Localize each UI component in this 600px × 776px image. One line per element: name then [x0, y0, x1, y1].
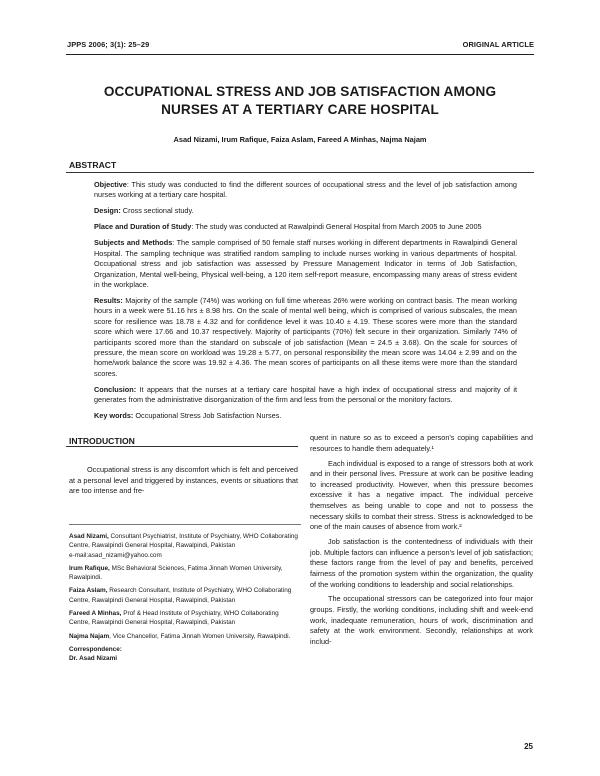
intro-paragraph-2: Each individual is exposed to a range of stressors both at work and in their personal lives. Pressure at work can be positive leading to increased productivity. However, when this pressure becomes excessive it has a negative impact. The individual perceive themselves as being unable to cope and not to possess the necessary skills to combat their stress. Stress is acknowledged to be one of the main causes of absence from work.² [310, 458, 533, 532]
abstract-conclusion [94, 385, 517, 406]
page-number: 25 [524, 742, 533, 751]
introduction-heading: INTRODUCTION [69, 436, 135, 446]
intro-paragraph-4: The occupational stressors can be categorized into four major groups. Firstly, the working conditions, including shift and week-end work, inadequate remuneration, hours of work, discrimination and safety at the work environment. Secondly, relationships at work includ- [310, 594, 533, 646]
abstract-results [94, 296, 517, 379]
article-title [66, 83, 534, 119]
affiliation-name: Fareed A Minhas, [69, 610, 122, 618]
abstract-body [94, 180, 517, 427]
affiliation-name: Faiza Aslam, [69, 587, 108, 595]
keywords-label: Key words: [94, 411, 134, 421]
intro-paragraph-continued: quent in nature so as to exceed a person's coping capabilities and resources to handle them adequately.¹ [310, 433, 533, 453]
correspondence [69, 645, 301, 664]
affiliation-item [69, 532, 301, 560]
intro-right-column [310, 433, 533, 652]
abstract-objective [94, 180, 517, 201]
abstract-heading: ABSTRACT [69, 160, 117, 170]
affiliation-name: Asad Nizami, [69, 533, 109, 540]
title-line-2: NURSES AT A TERTIARY CARE HOSPITAL [161, 102, 439, 117]
place-text: : The study was conducted at Rawalpindi General Hospital from March 2005 to June 2005 [191, 222, 482, 232]
affiliation-item [69, 609, 301, 628]
author-email: e-mail:asad_nizami@yahoo.com [69, 551, 162, 559]
intro-paragraph-1: Occupational stress is any discomfort which is felt and perceived at a personal level and triggered by instances, events or situations that are too intense and fre- [69, 465, 298, 496]
results-text: Majority of the sample (74%) was working on full time whereas 26% were working on contract basis. The mean working hours in a week were 51.16 hrs ± 8.98 hrs. On the scale of mental well being, which is comprised of various subscales, the mean score for resilience was 18.78 ± 4.32 and for confidence level it was 10.40 ± 4.19. These scores were more than the standard score which were 17.66 and 10.37 respectively. Majority of participants (70%) felt secure in their organization. Similarly 74% of participants scored more than the standard on subscale of job satisfaction (Mean = 24.5 ± 3.68). On the scale for sources of pressure, the mean score on workload was 19.28 ± 5.77, on personal responsibility the mean score was 14.04 ± 2.99 and on the home/work balance the score was 19.92 ± 4.36. The mean scores of participants on all these items were more than the standard scores. [94, 296, 517, 378]
correspondence-label: Correspondence: [69, 645, 122, 653]
objective-text: : This study was conducted to find the different sources of occupational stress and the level of job satisfaction among nurses working at a tertiary care hospital. [94, 180, 517, 200]
intro-paragraph-3: Job satisfaction is the contentedness of individuals with their job. Multiple factors can influence a person's level of job satisfaction; these factors range from the level of pay and benefits, perceived fairness of the promotion system within the organization, the quality of the working conditions to leadership and social relationships. [310, 537, 533, 589]
subjects-label: Subjects and Methods [94, 238, 173, 248]
affiliation-text: , Vice Chancellor, Fatima Jinnah Women University, Rawalpindi. [109, 632, 291, 640]
affiliation-item [69, 632, 301, 641]
abstract-rule [66, 172, 534, 173]
affiliation-text: MSc Behavioral Sciences, Fatima Jinnah Women University, Rawalpindi. [69, 564, 283, 582]
abstract-subjects [94, 238, 517, 290]
results-label: Results: [94, 296, 123, 306]
journal-citation: JPPS 2006; 3(1): 25–29 [67, 40, 150, 49]
introduction-rule [66, 446, 298, 447]
affiliations-block [69, 532, 301, 668]
objective-label: Objective [94, 180, 127, 189]
design-label: Design: [94, 206, 121, 216]
header-rule [66, 54, 534, 55]
conclusion-text: It appears that the nurses at a tertiary care hospital have a high index of occupational stress and majority of it generates from the administrative disorganization of the firm and less from the personal or the monitory factors. [94, 384, 517, 405]
affiliation-text: Consultant Psychiatrist, Institute of Psychiatry, WHO Collaborating Centre, Rawalpindi General Hospital, Rawalpindi, Pakistan [69, 533, 298, 550]
author-list: Asad Nizami, Irum Rafique, Faiza Aslam, Fareed A Minhas, Najma Najam [173, 135, 427, 144]
abstract-design [94, 206, 517, 216]
affiliation-name: Irum Rafique, [69, 564, 110, 572]
article-type: ORIGINAL ARTICLE [462, 40, 534, 49]
conclusion-label: Conclusion: [94, 384, 137, 394]
affiliation-item [69, 564, 301, 583]
subjects-text: : The sample comprised of 50 female staff nurses working in different departments in Rawalpindi General Hospital. The sampling technique was stratified random sampling to include nurses working in various departments of hospital. Occupational stress and job satisfaction was assessed by Pressure Management Indicator in terms of Job Satisfaction, Organization, Mental well-being, Physical well-being, a 120 item self-report measure, encompassing many areas of stress evident in the workplace. [94, 238, 518, 290]
abstract-place [94, 222, 517, 232]
keywords-text: Occupational Stress Job Satisfaction Nurses. [133, 411, 282, 421]
title-line-1: OCCUPATIONAL STRESS AND JOB SATISFACTION AMONG [103, 84, 497, 99]
intro-left-column [69, 465, 298, 497]
design-text: Cross sectional study. [120, 206, 194, 216]
abstract-keywords [94, 411, 517, 421]
affiliation-item [69, 586, 301, 605]
affiliation-rule [69, 524, 301, 525]
affiliation-name: Najma Najam [69, 632, 110, 640]
affiliation-text: Prof & Head Institute of Psychiatry, WHO Collaborating Centre, Rawalpindi General Hospital, Rawalpindi, Pakistan [69, 610, 279, 627]
correspondence-name: Dr. Asad Nizami [69, 655, 118, 663]
affiliation-text: Research Consultant, Institute of Psychiatry, WHO Collaborating Centre, Rawalpindi General Hospital, Rawalpindi, Pakistan [69, 587, 292, 604]
place-label: Place and Duration of Study [94, 222, 192, 232]
